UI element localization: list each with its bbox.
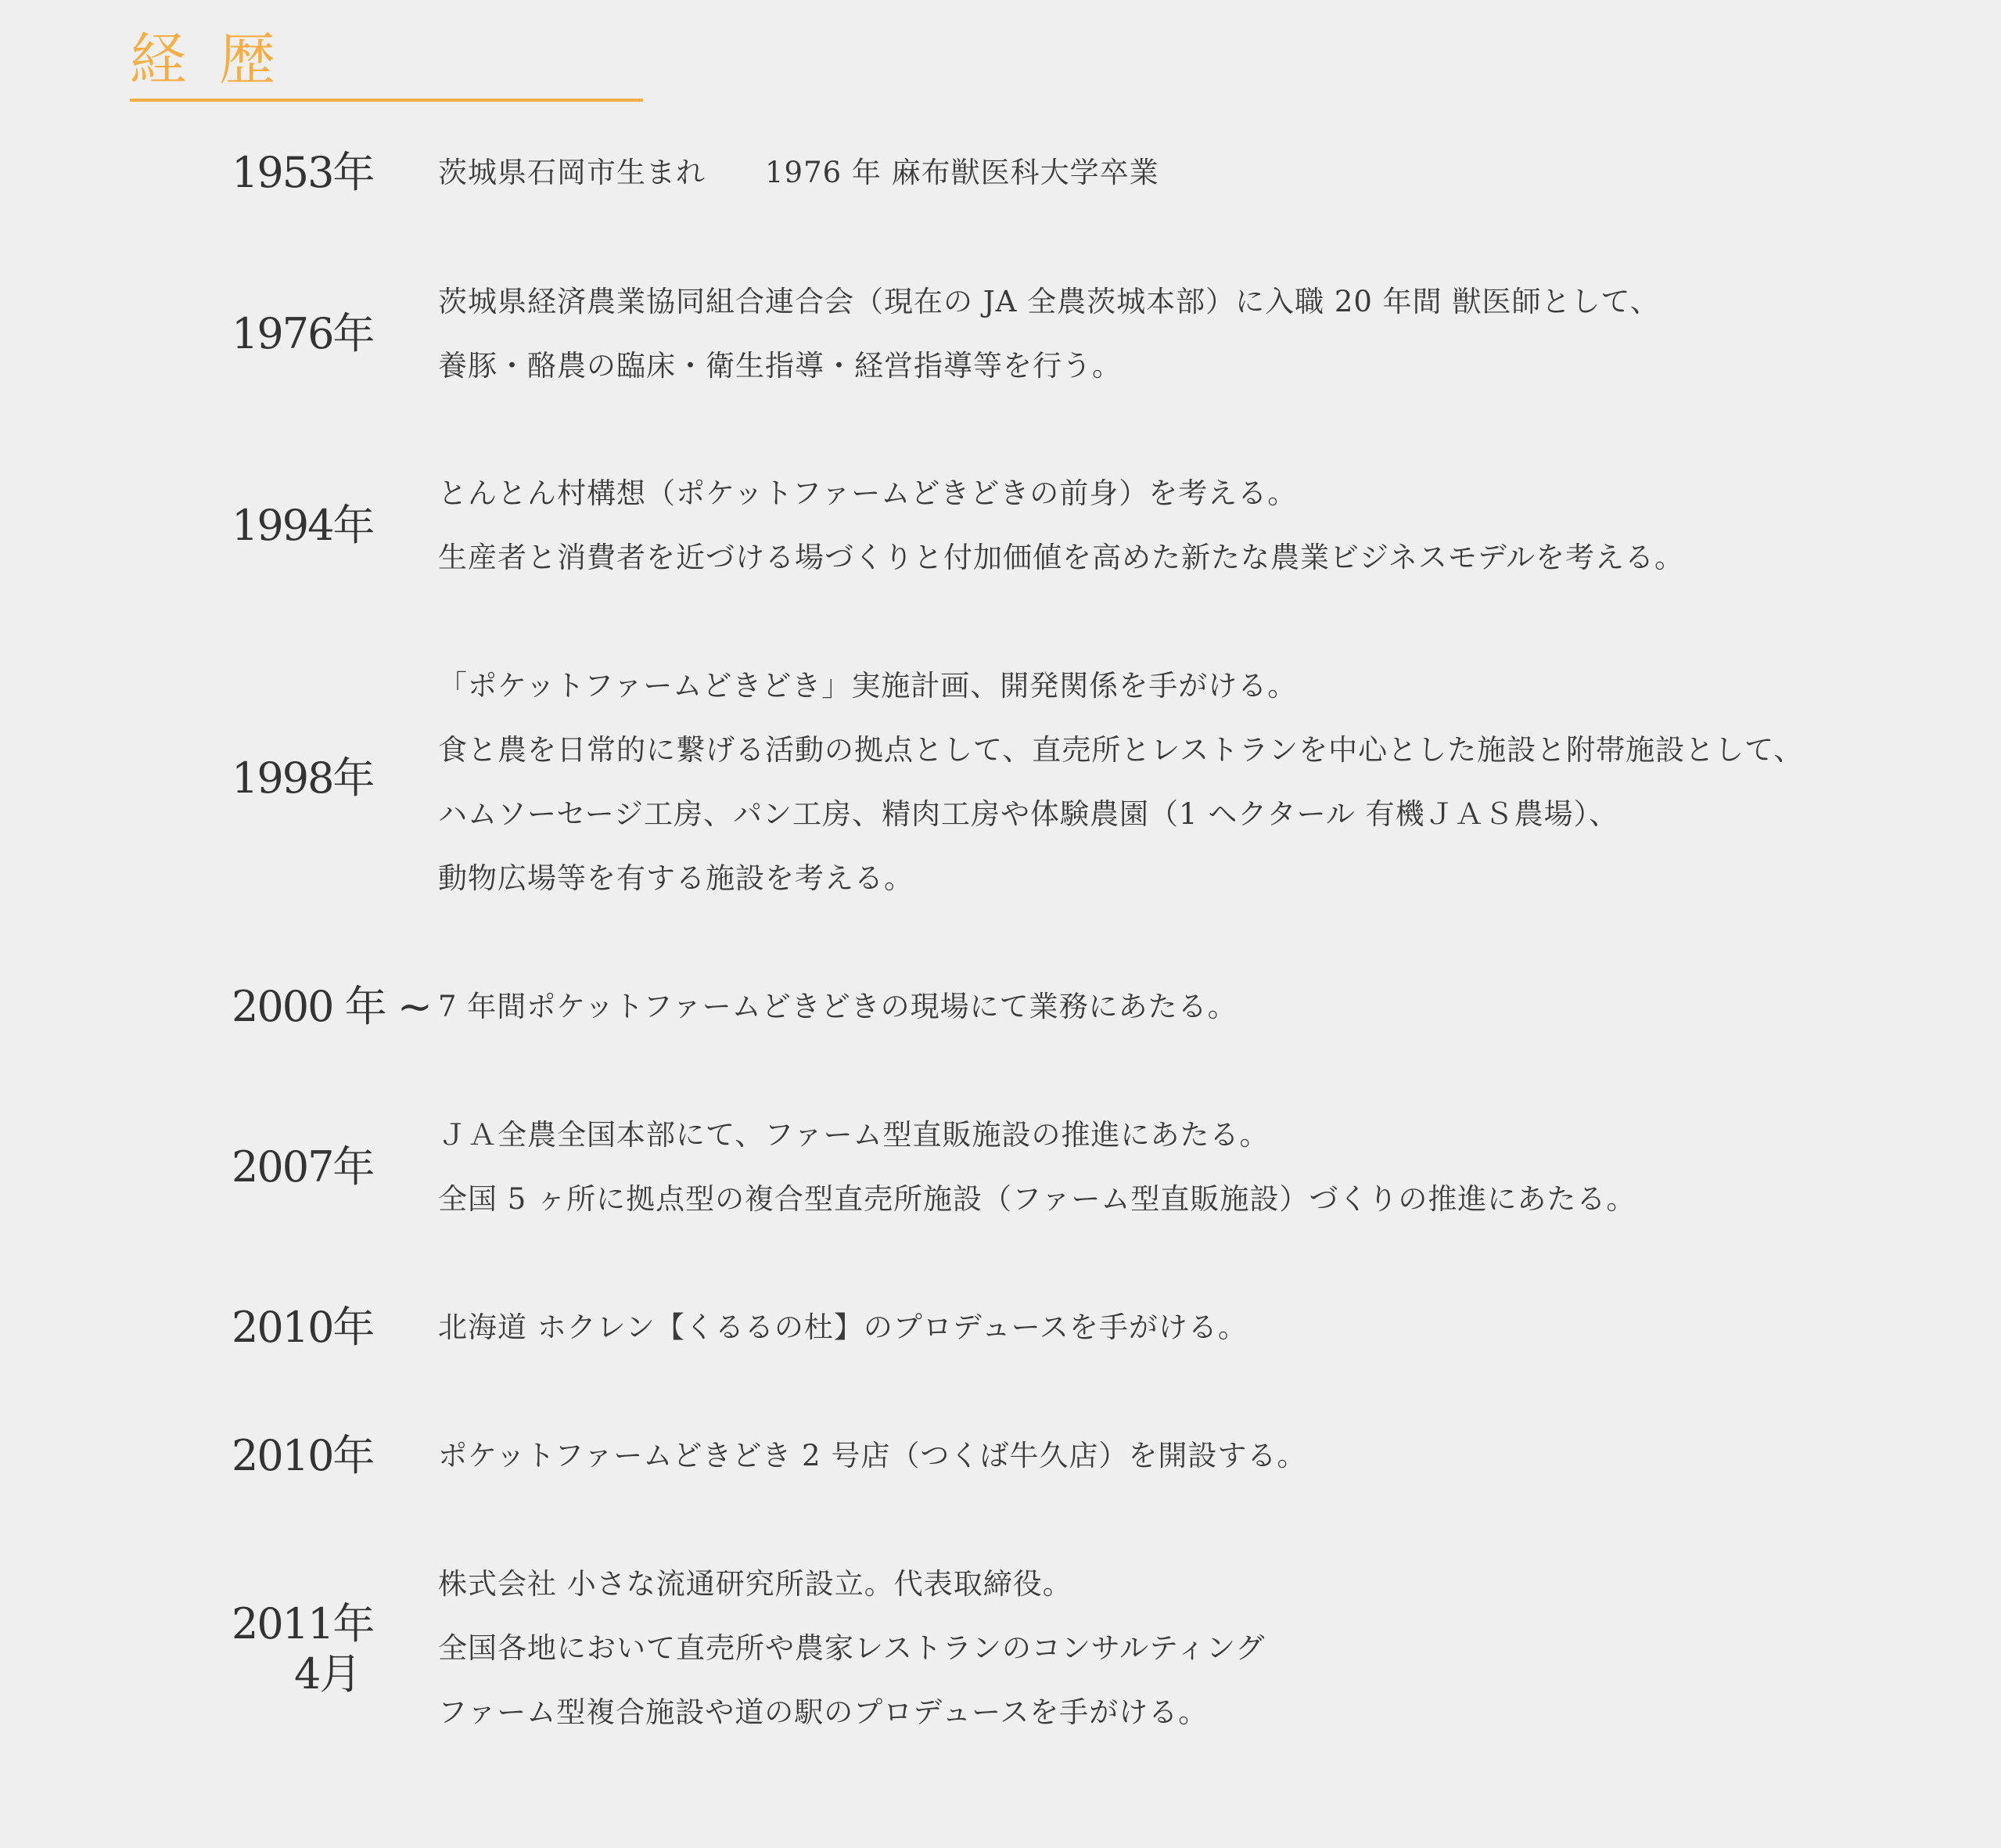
- entry-year: [232, 309, 419, 359]
- entry-text-line: ファーム型複合施設や道の駅のプロデュースを手がける。: [438, 1695, 1209, 1729]
- entry-description: [438, 1552, 1987, 1745]
- entry-year: [232, 1142, 419, 1192]
- entry-description: [438, 462, 1987, 590]
- page-title: 経歴: [130, 27, 309, 92]
- entry-description: [438, 1424, 1987, 1488]
- entry-year-text: 1994年: [232, 501, 374, 550]
- entry-description: [438, 1103, 1987, 1231]
- entry-text-line: 全国 5 ヶ所に拠点型の複合型直売所施設（ファーム型直販施設）づくりの推進にあたる。: [438, 1182, 1636, 1216]
- entry-text-line: ハムソーセージ工房、パン工房、精肉工房や体験農園（1 ヘクタール 有機ＪＡＳ農場）、: [438, 797, 1619, 831]
- entry-text-line: 全国各地において直売所や農家レストランのコンサルティング: [438, 1631, 1266, 1665]
- entry-year: [232, 982, 432, 1032]
- entry-year-text: 1998年: [232, 753, 374, 803]
- entry-description: [438, 654, 1987, 911]
- entry-text-line: とんとん村構想（ポケットファームどきどきの前身）を考える。: [438, 476, 1298, 510]
- entry-year-text: 2011年: [232, 1599, 374, 1648]
- entry-text-line: 養豚・酪農の臨床・衛生指導・経営指導等を行う。: [438, 349, 1122, 383]
- entry-text-line: 食と農を日常的に繋げる活動の拠点として、直売所とレストランを中心とした施設と附帯施設として、: [438, 733, 1804, 767]
- entry-year-text: 1953年: [232, 148, 374, 197]
- entry-year: [232, 1599, 419, 1699]
- entry-year-text: 2000 年 ~: [232, 982, 432, 1031]
- entry-text-line: 茨城県経済農業協同組合連合会（現在の JA 全農茨城本部）に入職 20 年間 獣医師として、: [438, 285, 1660, 318]
- entry-text-line: 動物広場等を有する施設を考える。: [438, 861, 914, 895]
- entry-year-text: 1976年: [232, 309, 374, 358]
- entry-description: [438, 270, 1987, 398]
- entry-text-line: 7 年間ポケットファームどきどきの現場にて業務にあたる。: [438, 990, 1238, 1023]
- entry-description: [438, 975, 1987, 1039]
- entry-text-line: 北海道 ホクレン【くるるの杜】のプロデュースを手がける。: [438, 1310, 1248, 1344]
- entry-year: [232, 1431, 419, 1481]
- entry-year-text: 2010年: [232, 1431, 374, 1480]
- entry-text-line: ＪＡ全農全国本部にて、ファーム型直販施設の推進にあたる。: [438, 1118, 1270, 1152]
- entry-month-text: 4月: [294, 1649, 361, 1699]
- entry-year: [232, 148, 419, 198]
- entry-text-line: 生産者と消費者を近づける場づくりと付加価値を高めた新たな農業ビジネスモデルを考える。: [438, 541, 1685, 574]
- entry-year-text: 2010年: [232, 1303, 374, 1352]
- entry-description: [438, 141, 1987, 205]
- entry-text-line: 茨城県石岡市生まれ 1976 年 麻布獣医科大学卒業: [438, 156, 1159, 189]
- entry-year: [232, 501, 419, 551]
- entry-description: [438, 1296, 1987, 1360]
- entry-text-line: 株式会社 小さな流通研究所設立。代表取締役。: [438, 1567, 1072, 1601]
- entry-year: [232, 753, 419, 804]
- entry-year-text: 2007年: [232, 1142, 374, 1192]
- entry-text-line: ポケットファームどきどき 2 号店（つくば牛久店）を開設する。: [438, 1439, 1307, 1472]
- entry-year: [232, 1303, 419, 1353]
- entry-text-line: 「ポケットファームどきどき」実施計画、開発関係を手がける。: [438, 669, 1298, 703]
